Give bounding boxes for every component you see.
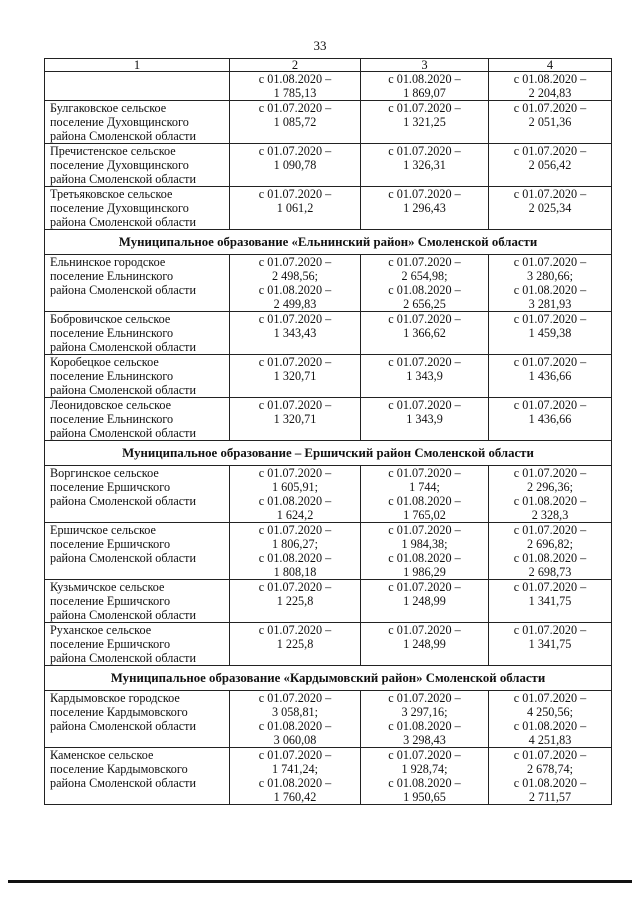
settlement-name-line: поселение Ельнинского: [50, 269, 174, 283]
tariff-value-line: 1 090,78: [273, 158, 317, 172]
table-row: [45, 101, 612, 144]
tariff-value-cell-col4: [489, 691, 612, 748]
tariff-value-line: 1 248,99: [403, 594, 446, 608]
tariff-table: [44, 58, 612, 805]
tariff-value-line: с 01.07.2020 –: [258, 748, 332, 762]
tariff-value-line: с 01.07.2020 –: [388, 748, 461, 762]
tariff-value-line: с 01.07.2020 –: [513, 466, 587, 480]
settlement-name-line: района Смоленской области: [50, 608, 196, 622]
tariff-value-cell-col2: [230, 691, 361, 748]
tariff-value-line: с 01.07.2020 –: [258, 101, 332, 115]
section-header-row: [45, 230, 612, 255]
tariff-value-line: 4 251,83: [528, 733, 572, 747]
tariff-value-line: 1 950,65: [403, 790, 446, 804]
settlement-name-line: поселение Духовщинского: [50, 158, 189, 172]
table-row: [45, 623, 612, 666]
tariff-value-cell-col4: [489, 466, 612, 523]
settlement-name-line: поселение Ершичского: [50, 594, 171, 608]
settlement-name-line: поселение Ершичского: [50, 480, 171, 494]
tariff-value-line: 1 928,74;: [401, 762, 448, 776]
tariff-value-line: с 01.08.2020 –: [513, 72, 587, 86]
settlement-name-line: Коробецкое сельское: [50, 355, 159, 369]
tariff-value-cell-col2: [230, 748, 361, 805]
tariff-value-line: с 01.07.2020 –: [388, 523, 461, 537]
settlement-name-line: района Смоленской области: [50, 215, 196, 229]
tariff-value-cell-col3: [361, 101, 489, 144]
tariff-value-line: 1 806,27;: [271, 537, 319, 551]
tariff-value-line: с 01.07.2020 –: [258, 691, 332, 705]
settlement-name-cell: [45, 466, 230, 523]
tariff-value-line: с 01.07.2020 –: [388, 187, 461, 201]
tariff-value-line: с 01.07.2020 –: [258, 523, 332, 537]
tariff-value-line: 1 225,8: [276, 594, 314, 608]
tariff-value-line: с 01.07.2020 –: [513, 312, 587, 326]
settlement-name-cell: [45, 312, 230, 355]
settlement-name-cell: [45, 398, 230, 441]
tariff-value-line: с 01.07.2020 –: [513, 691, 587, 705]
tariff-value-line: 3 281,93: [528, 297, 572, 311]
tariff-value-line: 1 296,43: [403, 201, 446, 215]
tariff-value-line: с 01.07.2020 –: [513, 187, 587, 201]
section-header-row: [45, 441, 612, 466]
tariff-value-line: с 01.08.2020 –: [388, 551, 461, 565]
tariff-value-line: с 01.07.2020 –: [513, 523, 587, 537]
settlement-name-line: района Смоленской области: [50, 719, 196, 733]
tariff-value-cell-col4: [489, 255, 612, 312]
tariff-value-line: с 01.07.2020 –: [513, 355, 587, 369]
table-row: [45, 144, 612, 187]
section-title: Муниципальное образование «Кардымовский район» Смоленской области: [45, 666, 612, 691]
tariff-value-line: с 01.08.2020 –: [388, 494, 461, 508]
section-header-row: [45, 666, 612, 691]
table-row: [45, 72, 612, 101]
tariff-value-cell-col4: [489, 523, 612, 580]
table-row: [45, 355, 612, 398]
tariff-value-line: с 01.07.2020 –: [388, 398, 461, 412]
tariff-value-cell-col4: [489, 580, 612, 623]
settlement-name-line: поселение Ершичского: [50, 637, 171, 651]
settlement-name-cell: [45, 187, 230, 230]
tariff-value-line: с 01.08.2020 –: [513, 494, 587, 508]
tariff-value-line: 1 366,62: [403, 326, 446, 340]
tariff-value-line: с 01.07.2020 –: [388, 144, 461, 158]
column-header: 1: [45, 59, 230, 72]
settlement-name-line: Ельнинское городское: [50, 255, 166, 269]
tariff-value-line: с 01.07.2020 –: [258, 398, 332, 412]
tariff-value-cell-col3: [361, 466, 489, 523]
tariff-value-line: 1 744;: [409, 480, 440, 494]
tariff-value-cell-col2: [230, 580, 361, 623]
settlement-name-line: района Смоленской области: [50, 426, 196, 440]
tariff-value-line: 1 326,31: [403, 158, 446, 172]
tariff-value-cell-col4: [489, 144, 612, 187]
settlement-name-cell: [45, 355, 230, 398]
settlement-name-line: поселение Ельнинского: [50, 412, 174, 426]
tariff-value-line: с 01.08.2020 –: [388, 776, 461, 790]
tariff-value-line: с 01.07.2020 –: [388, 466, 461, 480]
table-row: [45, 691, 612, 748]
settlement-name-cell: [45, 623, 230, 666]
tariff-value-line: 3 060,08: [273, 733, 317, 747]
tariff-value-line: 1 808,18: [273, 565, 317, 579]
tariff-value-line: 1 785,13: [273, 86, 317, 100]
tariff-value-line: 1 459,38: [528, 326, 572, 340]
tariff-value-cell-col3: [361, 691, 489, 748]
table-row: [45, 312, 612, 355]
tariff-value-line: с 01.07.2020 –: [258, 312, 332, 326]
table-row: [45, 398, 612, 441]
tariff-value-line: 2 204,83: [528, 86, 572, 100]
tariff-value-cell-col2: [230, 187, 361, 230]
tariff-value-line: 1 741,24;: [271, 762, 319, 776]
tariff-value-line: с 01.07.2020 –: [513, 748, 587, 762]
tariff-value-cell-col2: [230, 101, 361, 144]
settlement-name-line: Третьяковское сельское: [50, 187, 173, 201]
tariff-value-line: с 01.07.2020 –: [258, 187, 332, 201]
tariff-value-line: с 01.08.2020 –: [258, 551, 332, 565]
tariff-value-cell-col3: [361, 72, 489, 101]
tariff-value-line: с 01.07.2020 –: [388, 355, 461, 369]
tariff-value-line: 2 328,3: [531, 508, 569, 522]
table-row: [45, 466, 612, 523]
settlement-name-line: Кузьмичское сельское: [50, 580, 165, 594]
tariff-value-cell-col2: [230, 355, 361, 398]
settlement-name-line: Пречистенское сельское: [50, 144, 176, 158]
tariff-value-line: с 01.08.2020 –: [258, 776, 332, 790]
tariff-value-line: 4 250,56;: [526, 705, 574, 719]
tariff-value-cell-col4: [489, 355, 612, 398]
tariff-value-line: с 01.08.2020 –: [513, 719, 587, 733]
settlement-name-line: поселение Ельнинского: [50, 326, 174, 340]
settlement-name-line: поселение Духовщинского: [50, 115, 189, 129]
settlement-name-line: поселение Кардымовского: [50, 705, 188, 719]
bottom-rule: [8, 880, 632, 883]
tariff-value-line: 2 051,36: [528, 115, 572, 129]
settlement-name-line: района Смоленской области: [50, 340, 196, 354]
settlement-name-line: района Смоленской области: [50, 383, 196, 397]
tariff-value-line: с 01.07.2020 –: [388, 312, 461, 326]
settlement-name-line: Кардымовское городское: [50, 691, 180, 705]
tariff-value-line: 1 605,91;: [271, 480, 319, 494]
settlement-name-cell: [45, 748, 230, 805]
tariff-value-line: 1 061,2: [276, 201, 314, 215]
settlement-name-line: Булгаковское сельское: [50, 101, 167, 115]
tariff-value-line: 1 343,9: [406, 369, 443, 383]
settlement-name-line: района Смоленской области: [50, 776, 196, 790]
tariff-value-line: с 01.07.2020 –: [513, 398, 587, 412]
settlement-name-line: Леонидовское сельское: [50, 398, 172, 412]
tariff-value-cell-col2: [230, 398, 361, 441]
settlement-name-line: района Смоленской области: [50, 172, 196, 186]
settlement-name-line: Каменское сельское: [50, 748, 154, 762]
tariff-table-body: [45, 59, 612, 805]
tariff-value-cell-col2: [230, 523, 361, 580]
settlement-name-line: Бобровичское сельское: [50, 312, 171, 326]
column-header: 2: [230, 59, 361, 72]
settlement-name-line: района Смоленской области: [50, 551, 196, 565]
settlement-name-cell: [45, 72, 230, 101]
tariff-value-line: с 01.07.2020 –: [388, 691, 461, 705]
settlement-name-line: поселение Духовщинского: [50, 201, 189, 215]
tariff-value-line: 2 056,42: [528, 158, 572, 172]
settlement-name-line: поселение Кардымовского: [50, 762, 188, 776]
tariff-value-line: 1 986,29: [403, 565, 446, 579]
tariff-value-line: с 01.07.2020 –: [258, 355, 332, 369]
tariff-value-line: 2 678,74;: [526, 762, 574, 776]
settlement-name-line: района Смоленской области: [50, 129, 196, 143]
settlement-name-line: поселение Ельнинского: [50, 369, 174, 383]
tariff-value-line: с 01.07.2020 –: [513, 623, 587, 637]
tariff-value-cell-col3: [361, 312, 489, 355]
table-row: [45, 523, 612, 580]
tariff-value-line: с 01.07.2020 –: [513, 255, 587, 269]
tariff-value-line: с 01.08.2020 –: [258, 72, 332, 86]
tariff-value-cell-col2: [230, 255, 361, 312]
tariff-value-line: с 01.07.2020 –: [258, 623, 332, 637]
tariff-value-line: с 01.08.2020 –: [513, 776, 587, 790]
tariff-value-cell-col4: [489, 72, 612, 101]
tariff-value-line: с 01.08.2020 –: [258, 283, 332, 297]
tariff-value-cell-col3: [361, 623, 489, 666]
tariff-value-cell-col3: [361, 580, 489, 623]
tariff-value-line: 2 499,83: [273, 297, 317, 311]
tariff-value-line: 2 296,36;: [526, 480, 574, 494]
tariff-value-cell-col4: [489, 748, 612, 805]
tariff-value-cell-col3: [361, 255, 489, 312]
tariff-value-line: с 01.07.2020 –: [388, 255, 461, 269]
tariff-value-line: 1 343,43: [273, 326, 317, 340]
tariff-value-cell-col4: [489, 312, 612, 355]
tariff-value-cell-col2: [230, 312, 361, 355]
tariff-value-line: 1 869,07: [403, 86, 446, 100]
tariff-value-line: с 01.08.2020 –: [258, 494, 332, 508]
tariff-value-line: 1 085,72: [273, 115, 317, 129]
tariff-value-line: 1 248,99: [403, 637, 446, 651]
section-title: Муниципальное образование «Ельнинский район» Смоленской области: [45, 230, 612, 255]
tariff-value-line: 2 711,57: [528, 790, 572, 804]
tariff-value-line: с 01.07.2020 –: [258, 255, 332, 269]
tariff-value-line: с 01.08.2020 –: [513, 551, 587, 565]
tariff-value-line: 1 341,75: [528, 637, 572, 651]
table-row: [45, 580, 612, 623]
tariff-value-line: 2 698,73: [528, 565, 572, 579]
tariff-value-line: 3 298,43: [403, 733, 446, 747]
tariff-value-cell-col2: [230, 623, 361, 666]
tariff-value-line: 1 341,75: [528, 594, 572, 608]
settlement-name-line: Воргинское сельское: [50, 466, 159, 480]
tariff-value-cell-col2: [230, 466, 361, 523]
tariff-value-line: 2 654,98;: [401, 269, 448, 283]
settlement-name-cell: [45, 523, 230, 580]
tariff-value-line: 1 343,9: [406, 412, 443, 426]
column-header: 3: [361, 59, 489, 72]
settlement-name-cell: [45, 144, 230, 187]
settlement-name-line: района Смоленской области: [50, 651, 196, 665]
tariff-value-cell-col3: [361, 398, 489, 441]
tariff-value-cell-col3: [361, 187, 489, 230]
table-row: [45, 748, 612, 805]
tariff-value-line: с 01.07.2020 –: [513, 101, 587, 115]
tariff-value-line: с 01.07.2020 –: [258, 466, 332, 480]
tariff-value-line: 2 656,25: [403, 297, 446, 311]
tariff-value-line: с 01.08.2020 –: [258, 719, 332, 733]
settlement-name-cell: [45, 691, 230, 748]
settlement-name-line: Руханское сельское: [50, 623, 152, 637]
settlement-name-line: Ершичское сельское: [50, 523, 156, 537]
settlement-name-line: поселение Ершичского: [50, 537, 171, 551]
tariff-value-line: 1 624,2: [276, 508, 314, 522]
tariff-value-line: 1 321,25: [403, 115, 446, 129]
column-header: 4: [489, 59, 612, 72]
tariff-value-line: с 01.07.2020 –: [513, 580, 587, 594]
settlement-name-cell: [45, 255, 230, 312]
tariff-value-line: 1 984,38;: [401, 537, 448, 551]
tariff-value-cell-col3: [361, 355, 489, 398]
tariff-value-cell-col4: [489, 101, 612, 144]
tariff-value-line: с 01.07.2020 –: [388, 623, 461, 637]
table-row: [45, 255, 612, 312]
settlement-name-line: района Смоленской области: [50, 494, 196, 508]
tariff-value-line: с 01.08.2020 –: [513, 283, 587, 297]
tariff-value-cell-col2: [230, 144, 361, 187]
tariff-value-line: 3 058,81;: [271, 705, 319, 719]
table-header-row: [45, 59, 612, 72]
tariff-value-cell-col4: [489, 187, 612, 230]
tariff-value-line: 1 320,71: [273, 412, 317, 426]
tariff-value-line: с 01.07.2020 –: [513, 144, 587, 158]
tariff-value-line: 2 498,56;: [271, 269, 319, 283]
tariff-value-line: 1 436,66: [528, 412, 572, 426]
tariff-value-cell-col3: [361, 144, 489, 187]
tariff-value-line: с 01.08.2020 –: [388, 72, 461, 86]
tariff-value-line: 3 297,16;: [401, 705, 448, 719]
settlement-name-line: района Смоленской области: [50, 283, 196, 297]
table-row: [45, 187, 612, 230]
tariff-value-line: 1 225,8: [276, 637, 314, 651]
tariff-value-line: с 01.07.2020 –: [388, 101, 461, 115]
tariff-value-line: 1 760,42: [273, 790, 317, 804]
settlement-name-cell: [45, 101, 230, 144]
tariff-value-line: с 01.07.2020 –: [388, 580, 461, 594]
tariff-value-line: 3 280,66;: [526, 269, 574, 283]
page-number: 33: [313, 38, 327, 53]
tariff-value-line: с 01.07.2020 –: [258, 144, 332, 158]
section-title: Муниципальное образование – Ершичский район Смоленской области: [45, 441, 612, 466]
tariff-value-line: с 01.07.2020 –: [258, 580, 332, 594]
tariff-value-cell-col2: [230, 72, 361, 101]
settlement-name-cell: [45, 580, 230, 623]
tariff-value-cell-col3: [361, 748, 489, 805]
tariff-value-line: 1 765,02: [403, 508, 446, 522]
tariff-value-line: 1 436,66: [528, 369, 572, 383]
tariff-value-line: 2 696,82;: [526, 537, 574, 551]
tariff-value-cell-col3: [361, 523, 489, 580]
tariff-value-cell-col4: [489, 398, 612, 441]
tariff-value-line: 1 320,71: [273, 369, 317, 383]
tariff-value-line: с 01.08.2020 –: [388, 719, 461, 733]
tariff-value-line: с 01.08.2020 –: [388, 283, 461, 297]
tariff-value-cell-col4: [489, 623, 612, 666]
tariff-value-line: 2 025,34: [528, 201, 572, 215]
